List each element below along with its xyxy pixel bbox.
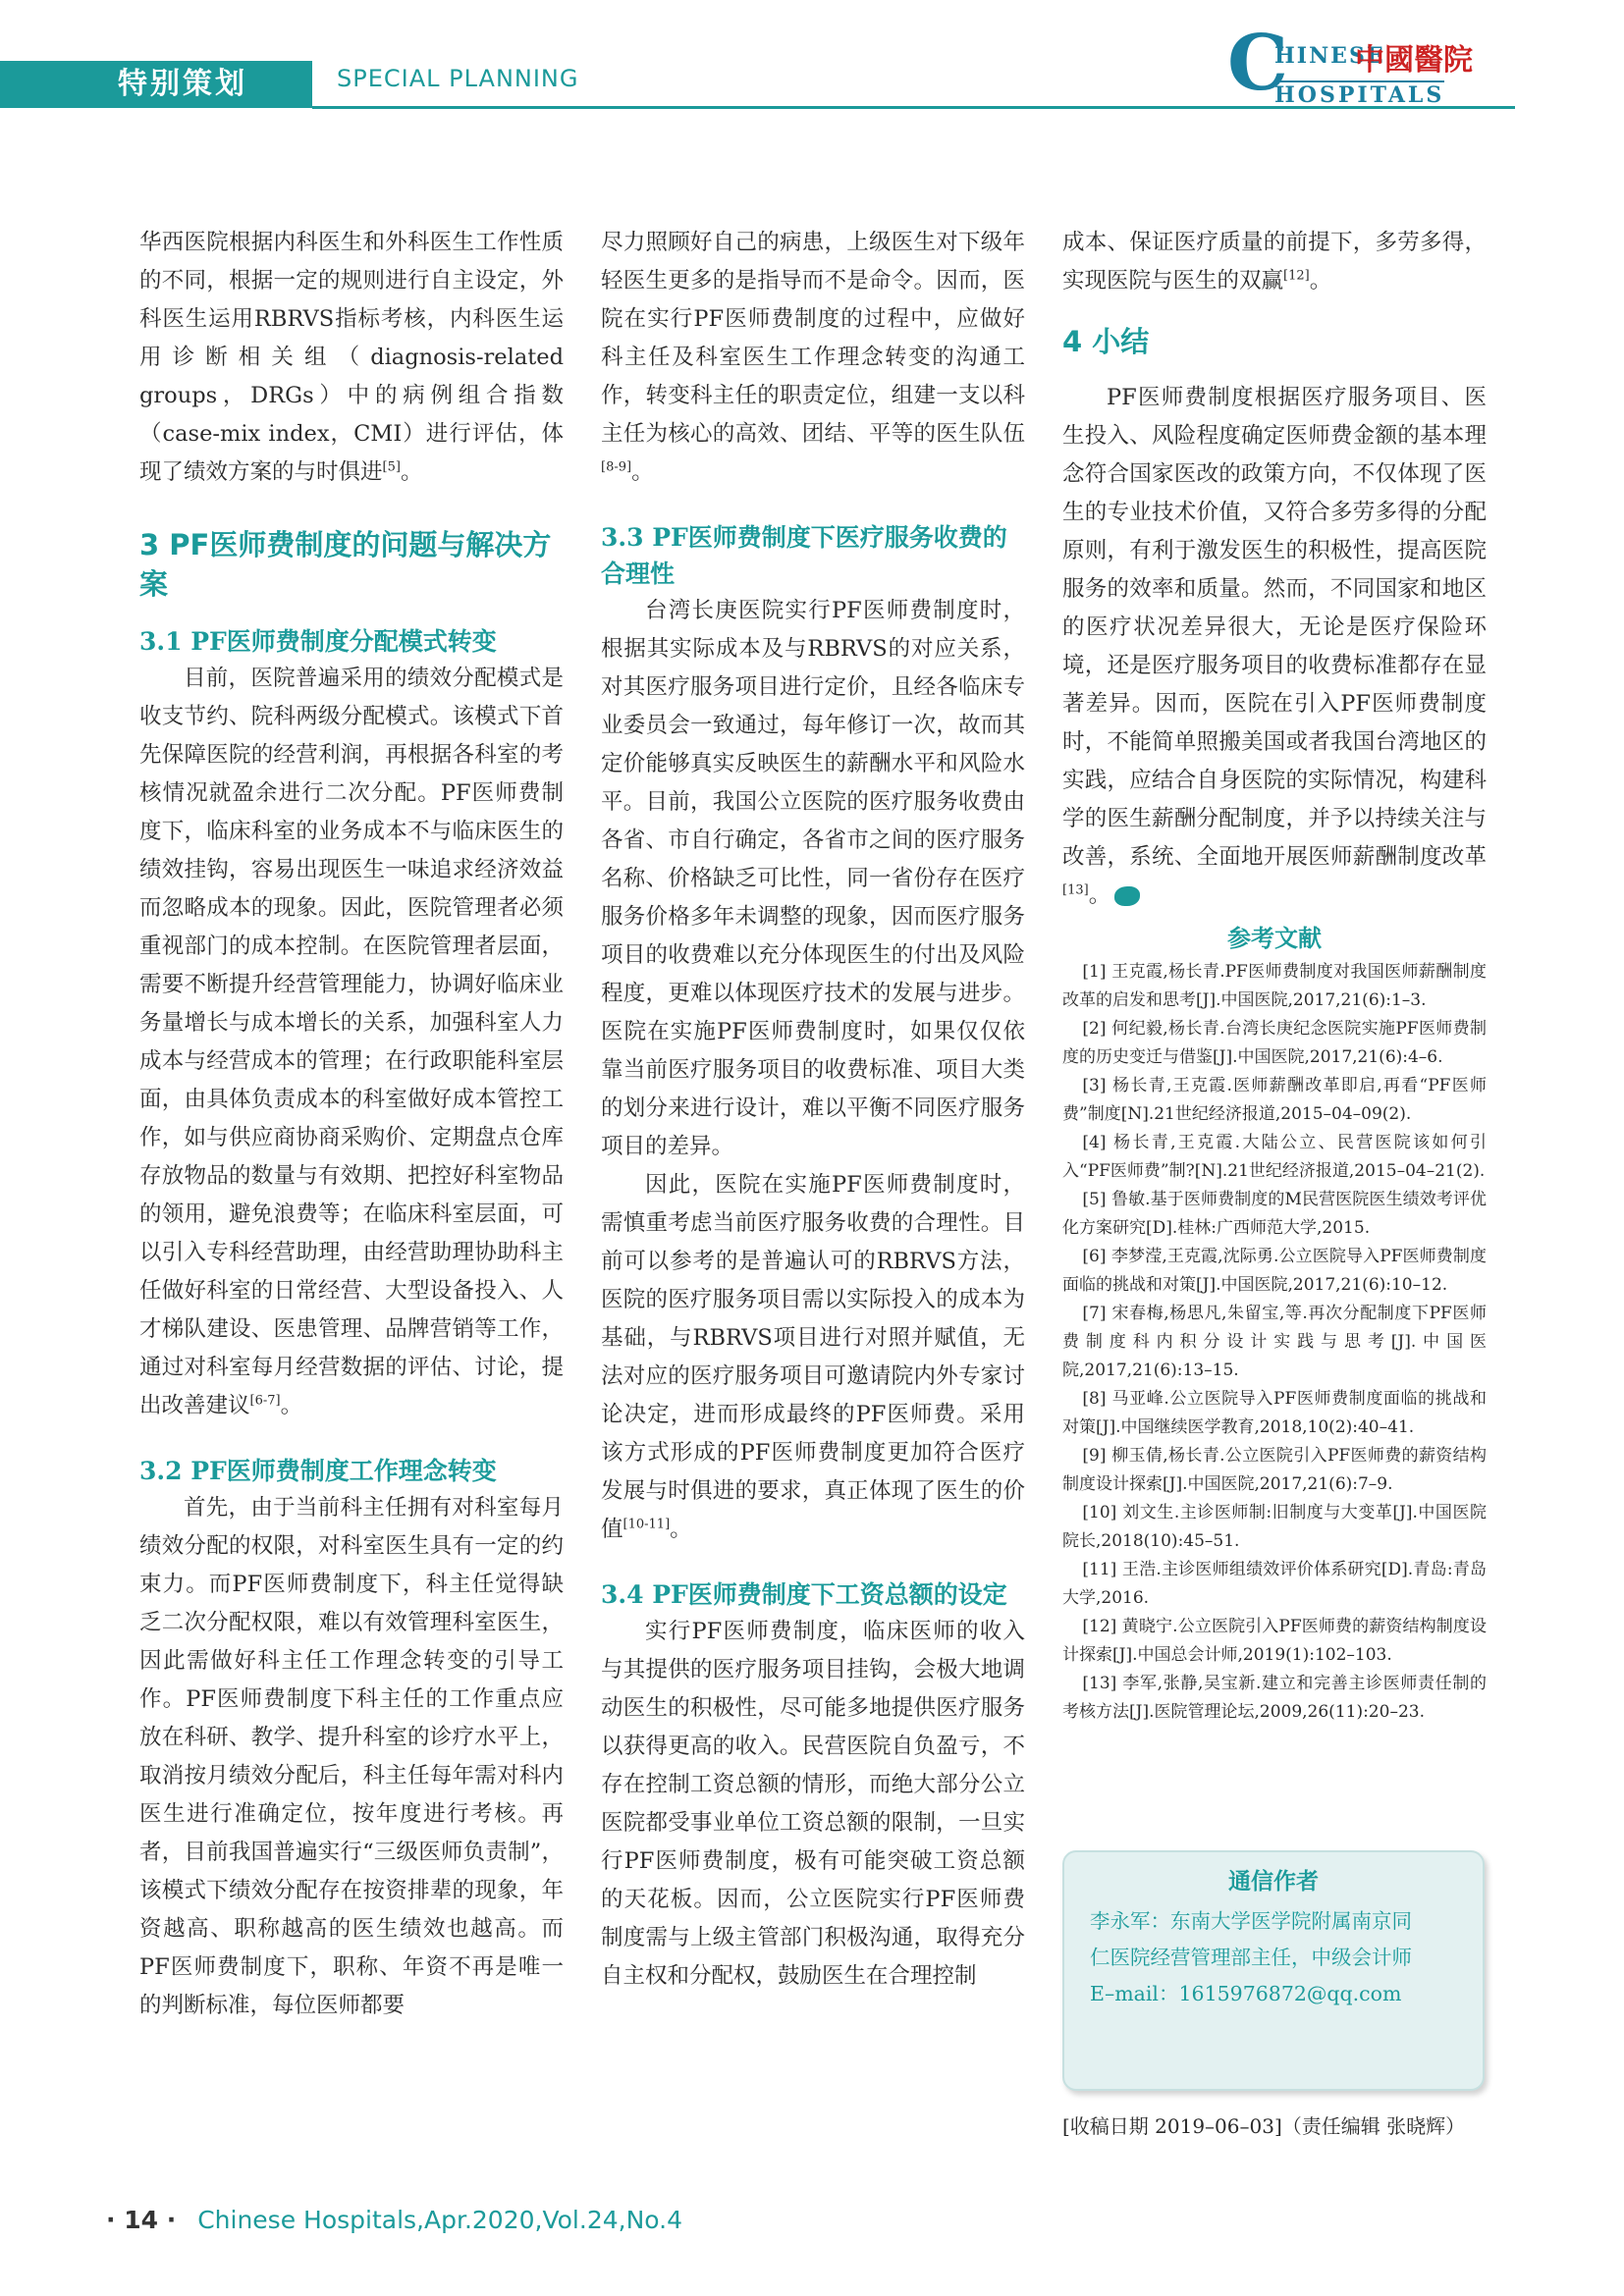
reference-item: [4] 杨长青,王克霞.大陆公立、民营医院该如何引入“PF医师费”制?[N].21世纪经济报道,2015–04–21(2). (1062, 1133, 1487, 1181)
correspondence-box (1062, 1850, 1485, 2091)
reference-item: [9] 柳玉倩,杨长青.公立医院引入PF医师费的薪资结构制度设计探索[J].中国医院,2017,21(6):7–9. (1062, 1446, 1487, 1494)
reference-item: [13] 李军,张静,吴宝新.建立和完善主诊医师责任制的考核方法[J].医院管理论坛,2009,26(11):20–23. (1062, 1674, 1487, 1722)
logo-line1: HINESE (1274, 43, 1385, 69)
author-box-title: 通信作者 (1228, 1869, 1319, 1895)
column-1 (139, 224, 564, 2025)
paragraph: 成本、保证医疗质量的前提下，多劳多得，实现医院与医生的双赢[12]。 (1062, 230, 1487, 294)
paragraph: 首先，由于当前科主任拥有对科室每月绩效分配的权限，对科室医生具有一定的约束力。而PF医师费制度下，科主任觉得缺乏二次分配权限，难以有效管理科室医生，因此需做好科主任工作理念转变的引导工作。PF医师费制度下科主任的工作重点应放在科研、教学、提升科室的诊疗水平上，取消按月绩效分配后，科主任每年需对科内医生进行准确定位，按年度进行考核。再者，目前我国普遍实行“三级医师负责制”，该模式下绩效分配存在按资排辈的现象，年资越高、职称越高的医生绩效也越高。而PF医师费制度下，职称、年资不再是唯一的判断标准，每位医师都要 (139, 1495, 564, 2018)
page-footer (106, 2206, 682, 2234)
reference-item: [12] 黄晓宁.公立医院引入PF医师费的薪资结构制度设计探索[J].中国总会计师,2019(1):102–103. (1062, 1617, 1487, 1665)
citation: [5] (382, 459, 401, 475)
logo-letter: C (1227, 19, 1289, 108)
paragraph: 因此，医院在实施PF医师费制度时，需慎重考虑当前医疗服务收费的合理性。目前可以参考的是普遍认可的RBRVS方法，医院的医疗服务项目需以实际投入的成本为基础，与RBRVS项目进行对照并赋值，无法对应的医疗服务项目可邀请院内外专家讨论决定，进而形成最终的PF医师费。采用该方式形成的PF医师费制度更加符合医疗发展与时俱进的要求，真正体现了医生的价值[10-11]。 (601, 1172, 1025, 1542)
section-title-en: SPECIAL PLANNING (337, 65, 579, 92)
reference-item: [5] 鲁敏.基于医师费制度的M民营医院医生绩效考评优化方案研究[D].桂林:广西师范大学,2015. (1062, 1190, 1487, 1238)
citation: [13] (1062, 882, 1089, 898)
end-mark-icon (1114, 886, 1140, 906)
citation: [12] (1283, 268, 1310, 284)
reference-item: [1] 王克霞,杨长青.PF医师费制度对我国医师薪酬制度改革的启发和思考[J].中国医院,2017,21(6):1–3. (1062, 962, 1487, 1010)
paragraph: 华西医院根据内科医生和外科医生工作性质的不同，根据一定的规则进行自主设定，外科医生运用RBRVS指标考核，内科医生运用诊断相关组（diagnosis-related groups，DRGs）中的病例组合指数（case-mix index，CMI）进行评估，体现了绩效方案的与时俱进[5]。 (139, 230, 564, 485)
reference-item: [3] 杨长青,王克霞.医师薪酬改革即启,再看“PF医师费”制度[N].21世纪经济报道,2015–04–09(2). (1062, 1076, 1487, 1124)
subsection-heading-3-4: 3.4 PF医师费制度下工资总额的设定 (601, 1580, 1007, 1609)
journal-citation: Chinese Hospitals,Apr.2020,Vol.24,No.4 (197, 2206, 682, 2234)
citation: [10-11] (623, 1517, 671, 1532)
author-info-line: 李永军：东南大学医学院附属南京同 (1090, 1909, 1412, 1933)
reference-item: [6] 李梦滢,王克霞,沈际勇.公立医院导入PF医师费制度面临的挑战和对策[J].中国医院,2017,21(6):10–12. (1062, 1247, 1487, 1295)
citation: [6-7] (249, 1393, 281, 1409)
paragraph: PF医师费制度根据医疗服务项目、医生投入、风险程度确定医师费金额的基本理念符合国家医改的政策方向，不仅体现了医生的专业技术价值，又符合多劳多得的分配原则，有利于激发医生的积极性，提高医院服务的效率和质量。然而，不同国家和地区的医疗状况差异很大，无论是医疗保险环境，还是医疗服务项目的收费标准都存在显著差异。因而，医院在引入PF医师费制度时，不能简单照搬美国或者我国台湾地区的实践，应结合自身医院的实际情况，构建科学的医生薪酬分配制度，并予以持续关注与改善，系统、全面地开展医师薪酬制度改革[13]。 (1062, 385, 1487, 908)
column-2 (601, 224, 1025, 1996)
page-number: · 14 · (106, 2206, 177, 2234)
subsection-heading-3-1: 3.1 PF医师费制度分配模式转变 (139, 627, 497, 656)
citation: [8-9] (601, 459, 632, 475)
references-title: 参考文献 (1227, 925, 1322, 952)
reference-item: [8] 马亚峰.公立医院导入PF医师费制度面临的挑战和对策[J].中国继续医学教育,2018,10(2):40–41. (1062, 1389, 1487, 1437)
author-info-line: 仁医院经营管理部主任，中级会计师 (1090, 1946, 1412, 1969)
subsection-heading-3-2: 3.2 PF医师费制度工作理念转变 (139, 1457, 497, 1485)
column-3 (1062, 224, 1487, 1727)
reference-item: [7] 宋春梅,杨思凡,朱留宝,等.再次分配制度下PF医师费制度科内积分设计实践与思考[J].中国医院,2017,21(6):13–15. (1062, 1304, 1487, 1380)
received-date: [收稿日期 2019–06–03]（责任编辑 张晓辉） (1062, 2114, 1466, 2138)
reference-item: [2] 何纪毅,杨长青.台湾长庚纪念医院实施PF医师费制度的历史变迁与借鉴[J].中国医院,2017,21(6):4–6. (1062, 1019, 1487, 1067)
section-heading-4: 4 小结 (1062, 325, 1150, 358)
author-email: E–mail：1615976872@qq.com (1090, 1982, 1402, 2005)
reference-item: [11] 王浩.主诊医师组绩效评价体系研究[D].青岛:青岛大学,2016. (1062, 1560, 1487, 1608)
journal-logo (1227, 19, 1497, 110)
paragraph: 台湾长庚医院实行PF医师费制度时，根据其实际成本及与RBRVS的对应关系，对其医疗服务项目进行定价，且经各临床专业委员会一致通过，每年修订一次，故而其定价能够真实反映医生的薪酬水平和风险水平。目前，我国公立医院的医疗服务收费由各省、市自行确定，各省市之间的医疗服务名称、价格缺乏可比性，同一省份存在医疗服务价格多年未调整的现象，因而医疗服务项目的收费难以充分体现医生的付出及风险程度，更难以体现医疗技术的发展与进步。医院在实施PF医师费制度时，如果仅仅依靠当前医疗服务项目的收费标准、项目大类的划分来进行设计，难以平衡不同医疗服务项目的差异。 (601, 598, 1025, 1159)
section-heading-3: 3 PF医师费制度的问题与解决方案 (139, 528, 552, 601)
logo-line2: HOSPITALS (1274, 82, 1445, 108)
references-list (1062, 958, 1487, 1727)
reference-item: [10] 刘文生.主诊医师制:旧制度与大变革[J].中国医院院长,2018(10):45–51. (1062, 1503, 1487, 1551)
subsection-heading-3-3: 3.3 PF医师费制度下医疗服务收费的合理性 (601, 523, 1007, 588)
section-title-cn: 特别策划 (118, 67, 247, 101)
paragraph: 实行PF医师费制度，临床医师的收入与其提供的医疗服务项目挂钩，会极大地调动医生的积极性，尽可能多地提供医疗服务以获得更高的收入。民营医院自负盈亏，不存在控制工资总额的情形，而绝大部分公立医院都受事业单位工资总额的限制，一旦实行PF医师费制度，极有可能突破工资总额的天花板。因而，公立医院实行PF医师费制度需与上级主管部门积极沟通，取得充分自主权和分配权，鼓励医生在合理控制 (601, 1619, 1025, 1989)
logo-cn: 中國醫院 (1355, 43, 1473, 78)
paragraph: 尽力照顾好自己的病患，上级医生对下级年轻医生更多的是指导而不是命令。因而，医院在实行PF医师费制度的过程中，应做好科主任及科室医生工作理念转变的沟通工作，转变科主任的职责定位，组建一支以科主任为核心的高效、团结、平等的医生队伍[8-9]。 (601, 230, 1025, 485)
paragraph: 目前，医院普遍采用的绩效分配模式是收支节约、院科两级分配模式。该模式下首先保障医院的经营利润，再根据各科室的考核情况就盈余进行二次分配。PF医师费制度下，临床科室的业务成本不与临床医生的绩效挂钩，容易出现医生一味追求经济效益而忽略成本的现象。因此，医院管理者必须重视部门的成本控制。在医院管理者层面，需要不断提升经营管理能力，协调好临床业务量增长与成本增长的关系，加强科室人力成本与经营成本的管理；在行政职能科室层面，由具体负责成本的科室做好成本管控工作，如与供应商协商采购价、定期盘点仓库存放物品的数量与有效期、把控好科室物品的领用，避免浪费等；在临床科室层面，可以引入专科经营助理，由经营助理协助科主任做好科室的日常经营、大型设备投入、人才梯队建设、医患管理、品牌营销等工作，通过对科室每月经营数据的评估、讨论，提出改善建议[6-7]。 (139, 666, 564, 1418)
